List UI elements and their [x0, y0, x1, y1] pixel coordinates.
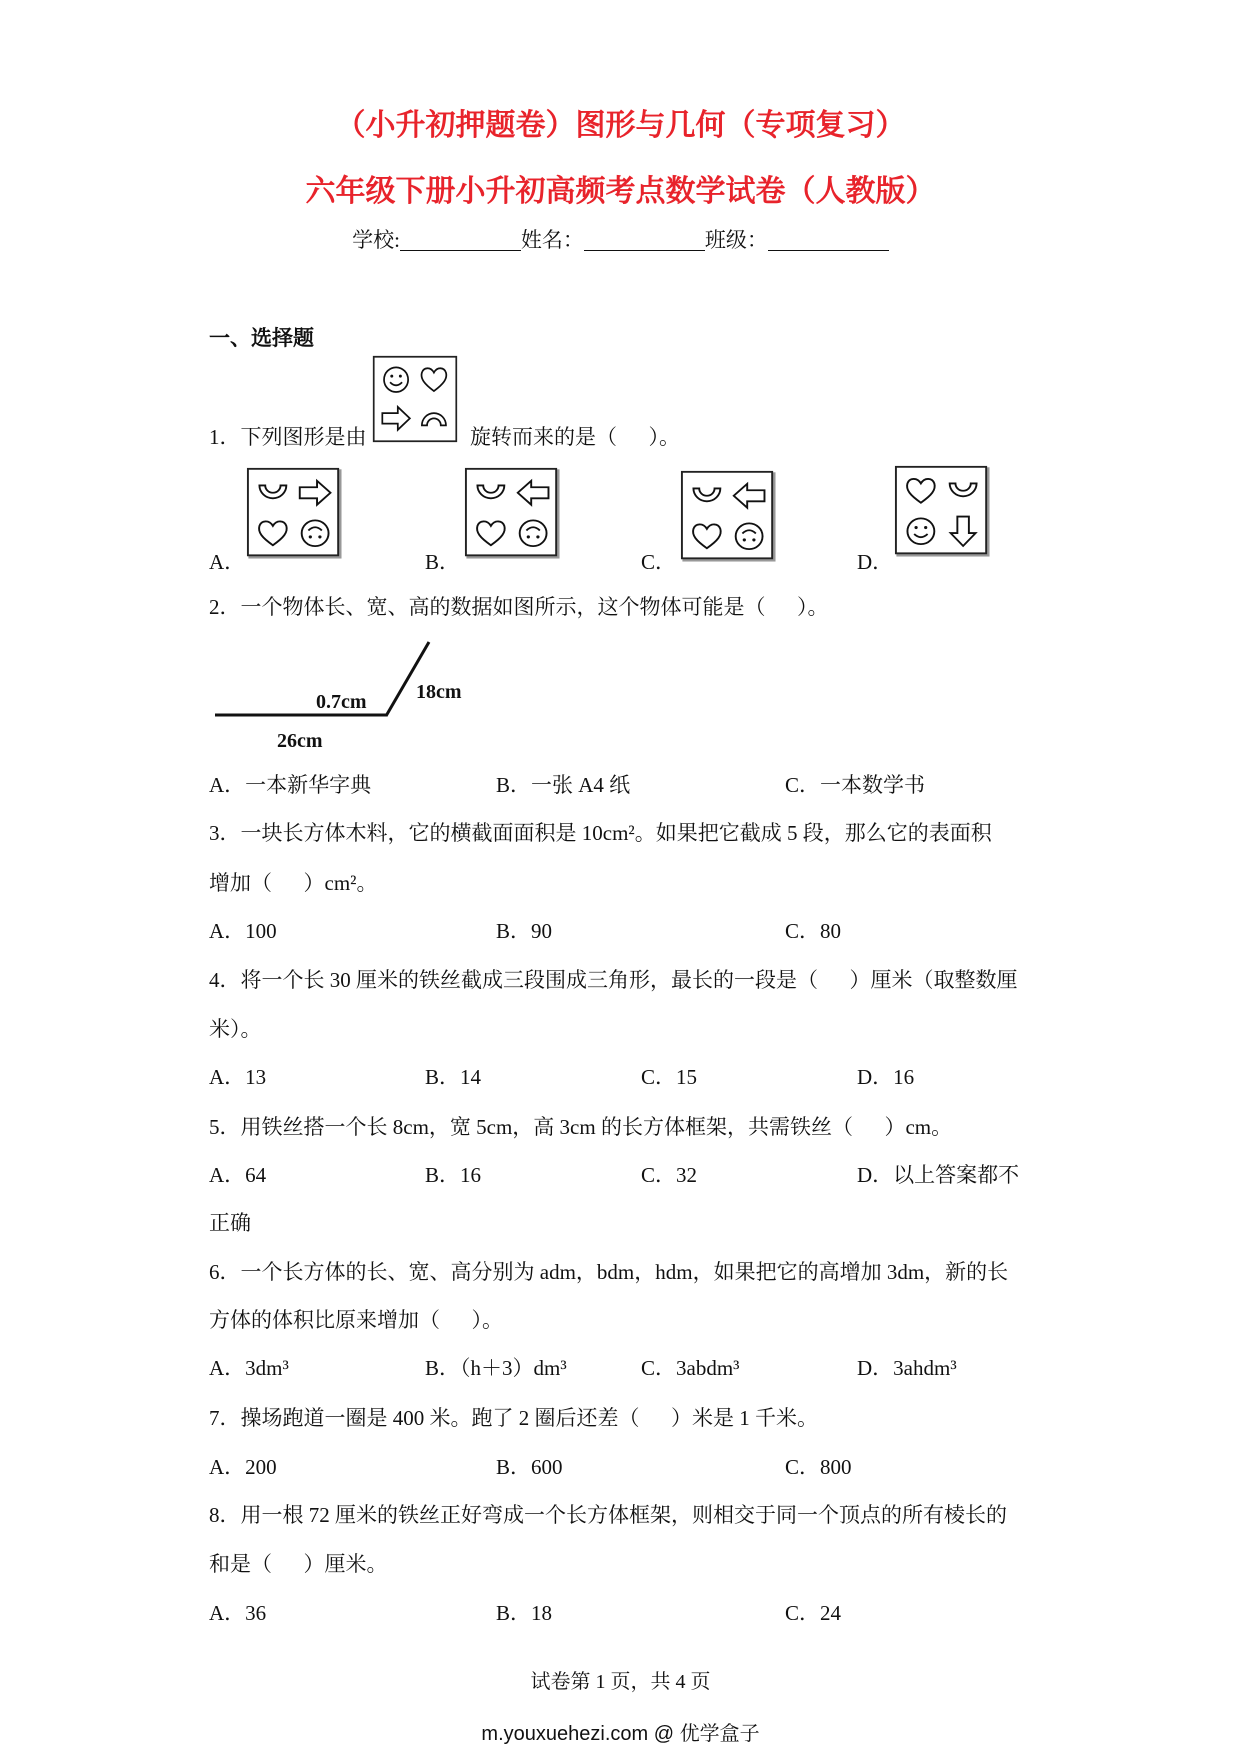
q1-option-d-figure — [894, 465, 990, 557]
width-label: 0.7cm — [316, 691, 367, 713]
q8-option-b: B．18 — [496, 1601, 553, 1625]
name-blank — [584, 228, 705, 251]
q2-option-c: C．一本数学书 — [785, 773, 926, 797]
q1-original-figure — [372, 355, 458, 443]
school-blank — [400, 228, 521, 251]
q5-option-d-continued: 正确 — [209, 1211, 251, 1235]
q4-option-a: A．13 — [209, 1065, 267, 1089]
q3-line-1: 3．一块长方体木料，它的横截面面积是 10cm²。如果把它截成 5 段，那么它的表面积 — [209, 821, 992, 845]
q8-option-a: A．36 — [209, 1601, 267, 1625]
q4-option-d: D．16 — [857, 1065, 915, 1089]
page-number: 试卷第 1 页，共 4 页 — [530, 1671, 711, 1693]
name-label: 姓名： — [520, 228, 584, 252]
height-line — [386, 642, 429, 716]
q6-option-d: D．3ahdm³ — [857, 1356, 957, 1380]
q1-option-a-figure — [246, 467, 342, 559]
q8-line-2: 和是（ ）厘米。 — [209, 1552, 388, 1576]
title-line-2: 六年级下册小升初高频考点数学试卷（人教版） — [305, 175, 936, 208]
q6-line-2: 方体的体积比原来增加（ ）。 — [209, 1308, 503, 1332]
q1-text-after: 旋转而来的是（ ）。 — [470, 425, 680, 449]
q8-line-1: 8．用一根 72 厘米的铁丝正好弯成一个长方体框架，则相交于同一个顶点的所有棱长的 — [209, 1503, 1007, 1527]
q5-option-d: D．以上答案都不 — [857, 1163, 1020, 1187]
q1-option-d-label: D． — [857, 550, 894, 574]
title-line-1: （小升初押题卷）图形与几何（专项复习） — [335, 109, 906, 142]
height-label: 18cm — [416, 681, 462, 703]
q2-dimension-figure — [200, 630, 490, 758]
length-label: 26cm — [277, 730, 323, 752]
q3-option-c: C．80 — [785, 919, 842, 943]
q2-text: 2．一个物体长、宽、高的数据如图所示，这个物体可能是（ ）。 — [209, 595, 829, 619]
q3-option-b: B．90 — [496, 919, 553, 943]
q5-option-a: A．64 — [209, 1163, 267, 1187]
section-heading: 一、选择题 — [209, 326, 314, 350]
q4-line-2: 米）。 — [209, 1017, 262, 1041]
q4-option-b: B．14 — [425, 1065, 482, 1089]
q1-option-b-figure — [464, 467, 560, 559]
q3-line-2: 增加（ ）cm²。 — [209, 871, 378, 895]
q6-line-1: 6．一个长方体的长、宽、高分别为 adm，bdm，hdm，如果把它的高增加 3dm，新的长 — [209, 1260, 1009, 1284]
q6-option-c: C．3abdm³ — [641, 1356, 740, 1380]
q5-option-c: C．32 — [641, 1163, 698, 1187]
q5-option-b: B．16 — [425, 1163, 482, 1187]
q5-line-1: 5．用铁丝搭一个长 8cm，宽 5cm，高 3cm 的长方体框架，共需铁丝（ ）cm。 — [209, 1115, 953, 1139]
q1-option-c-label: C． — [641, 550, 677, 574]
q4-option-c: C．15 — [641, 1065, 698, 1089]
class-blank — [768, 228, 889, 251]
site-watermark: m.youxuehezi.com @ 优学盒子 — [481, 1723, 760, 1745]
q2-option-b: B．一张 A4 纸 — [496, 773, 631, 797]
q8-option-c: C．24 — [785, 1601, 842, 1625]
student-info-row — [0, 226, 1241, 254]
q3-option-a: A．100 — [209, 919, 277, 943]
q7-option-b: B．600 — [496, 1455, 563, 1479]
q7-line-1: 7．操场跑道一圈是 400 米。跑了 2 圈后还差（ ）米是 1 千米。 — [209, 1406, 818, 1430]
q2-option-a: A．一本新华字典 — [209, 773, 372, 797]
school-label: 学校: — [352, 228, 400, 252]
q1-text-before: 1．下列图形是由 — [209, 425, 367, 449]
q6-option-b: B．（h＋3）dm³ — [425, 1356, 567, 1380]
q7-option-a: A．200 — [209, 1455, 277, 1479]
q4-line-1: 4．将一个长 30 厘米的铁丝截成三段围成三角形，最长的一段是（ ）厘米（取整数厘 — [209, 968, 1018, 992]
class-label: 班级： — [704, 228, 768, 252]
q6-option-a: A．3dm³ — [209, 1356, 289, 1380]
q1-option-c-figure — [680, 470, 776, 562]
q7-option-c: C．800 — [785, 1455, 852, 1479]
q1-option-b-label: B． — [425, 550, 461, 574]
q1-option-a-label: A． — [209, 550, 246, 574]
